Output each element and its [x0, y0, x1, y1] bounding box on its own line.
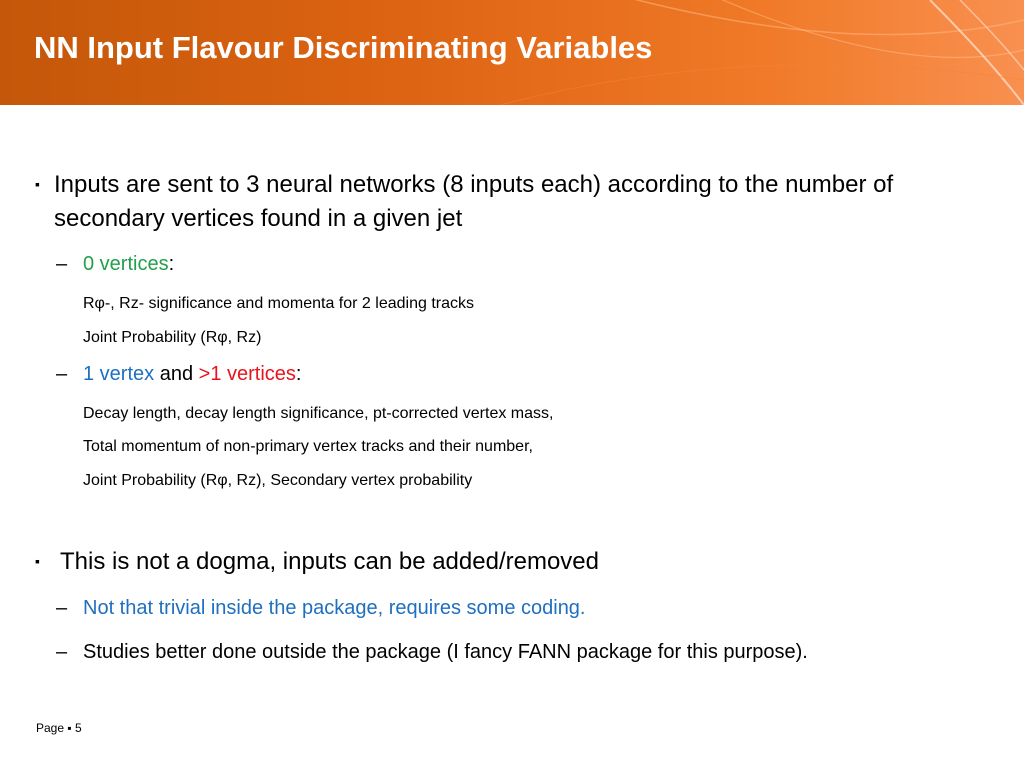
dash-marker: – [56, 253, 68, 275]
dash-marker: – [56, 363, 68, 385]
vertex-detail-3: Joint Probability (Rφ, Rz), Secondary vertex probability [83, 472, 473, 489]
vertex-detail-2: Total momentum of non-primary vertex tracks and their number, [83, 438, 533, 455]
page-number: Page ▪ 5 [36, 721, 82, 735]
and-connector: and [154, 363, 199, 385]
zero-vertices-colon: : [168, 253, 175, 275]
bullet-marker: ▪ [35, 176, 40, 192]
dash-marker: – [56, 641, 68, 663]
bullet-marker: ▪ [35, 553, 40, 569]
title-banner [0, 0, 1024, 105]
vertex-detail-1: Decay length, decay length significance, pt-corrected vertex mass, [83, 405, 554, 422]
dash-marker: – [56, 597, 68, 619]
vertex-cases-colon: : [295, 363, 302, 385]
bullet-2-subitem-1: Not that trivial inside the package, requires some coding. [83, 597, 586, 619]
zero-vertices-detail-2: Joint Probability (Rφ, Rz) [83, 329, 262, 346]
zero-vertices-label: 0 vertices [83, 253, 169, 275]
bullet-2-subitem-2: Studies better done outside the package (I fancy FANN package for this purpose). [83, 641, 808, 663]
subitem-zero-vertices [83, 253, 174, 276]
subitem-vertex-cases [83, 363, 301, 386]
one-vertex-label: 1 vertex [83, 363, 155, 385]
slide-title: NN Input Flavour Discriminating Variables [34, 30, 653, 65]
zero-vertices-detail-1: Rφ-, Rz- significance and momenta for 2 leading tracks [83, 295, 474, 312]
bullet-1-line-2: secondary vertices found in a given jet [54, 205, 463, 232]
bullet-1-line-1: Inputs are sent to 3 neural networks (8 inputs each) according to the number of [54, 171, 894, 198]
multi-vertices-label: >1 vertices [198, 363, 296, 385]
bullet-2-line-1: This is not a dogma, inputs can be added/removed [60, 548, 599, 575]
